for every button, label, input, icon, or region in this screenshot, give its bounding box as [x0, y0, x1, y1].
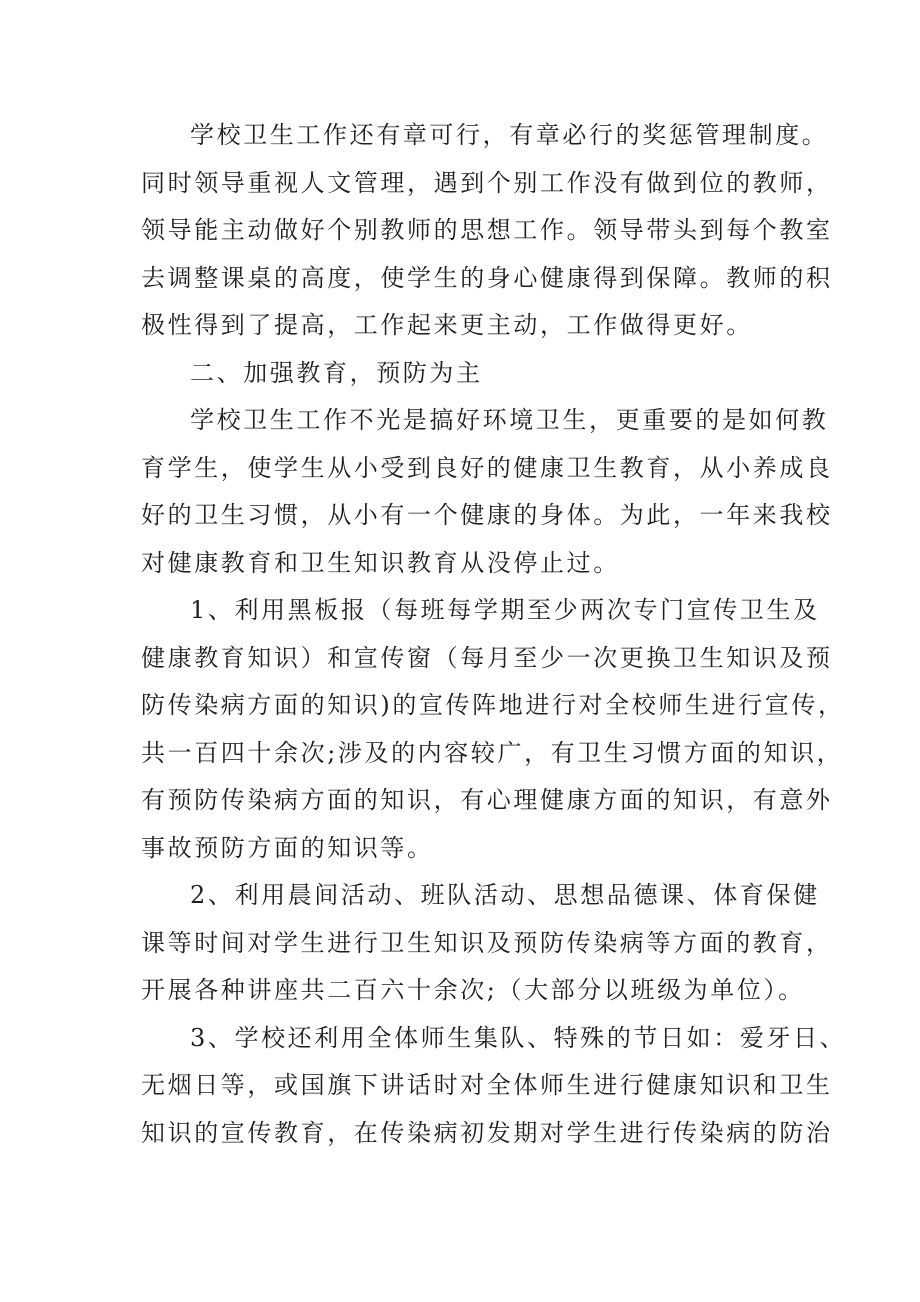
- text-line: 极性得到了提高，工作起来更主动，工作做得更好。: [141, 311, 753, 339]
- text-line: 学校卫生工作不光是搞好环境卫生，更重要的是如何教: [190, 406, 829, 434]
- text-line: 共一百四十余次;涉及的内容较广，有卫生习惯方面的知识，: [141, 738, 844, 767]
- text-line: 对健康教育和卫生知识教育从没停止过。: [141, 548, 620, 577]
- text-line: 课等时间对学生进行卫生知识及预防传染病等方面的教育，: [141, 928, 833, 957]
- text-line: 有预防传染病方面的知识，有心理健康方面的知识，有意外: [141, 786, 833, 814]
- text-line: 知识的宣传教育，在传染病初发期对学生进行传染病的防治: [141, 1118, 833, 1147]
- text-line: 学校卫生工作还有章可行，有章必行的奖惩管理制度。: [190, 121, 829, 149]
- list-item-1: 1、利用黑板报（每班每学期至少两次专门宣传卫生及: [190, 596, 820, 624]
- text-line: 领导能主动做好个别教师的思想工作。领导带头到每个教室: [141, 216, 833, 244]
- text-line: 健康教育知识）和宣传窗（每月至少一次更换卫生知识及预: [141, 643, 833, 672]
- text-line: 同时领导重视人文管理，遇到个别工作没有做到位的教师，: [141, 168, 833, 197]
- list-item-3: 3、学校还利用全体师生集队、特殊的节日如：爱牙日、: [190, 1023, 847, 1052]
- text-line: 好的卫生习惯，从小有一个健康的身体。为此，一年来我校: [141, 501, 833, 529]
- body-text: [141, 112, 847, 1157]
- text-line: 育学生，使学生从小受到良好的健康卫生教育，从小养成良: [141, 453, 833, 482]
- text-line: 事故预防方面的知识等。: [141, 833, 434, 862]
- text-line: 开展各种讲座共二百六十余次;（大部分以班级为单位）。: [141, 976, 805, 1004]
- text-line: 防传染病方面的知识)的宣传阵地进行对全校师生进行宣传，: [141, 691, 845, 719]
- list-item-2: 2、利用晨间活动、班队活动、思想品德课、体育保健: [190, 881, 820, 909]
- text-line: 去调整课桌的高度，使学生的身心健康得到保障。教师的积: [141, 263, 833, 292]
- text-line: 无烟日等，或国旗下讲话时对全体师生进行健康知识和卫生: [141, 1071, 833, 1099]
- section-heading: 二、加强教育，预防为主: [190, 358, 483, 387]
